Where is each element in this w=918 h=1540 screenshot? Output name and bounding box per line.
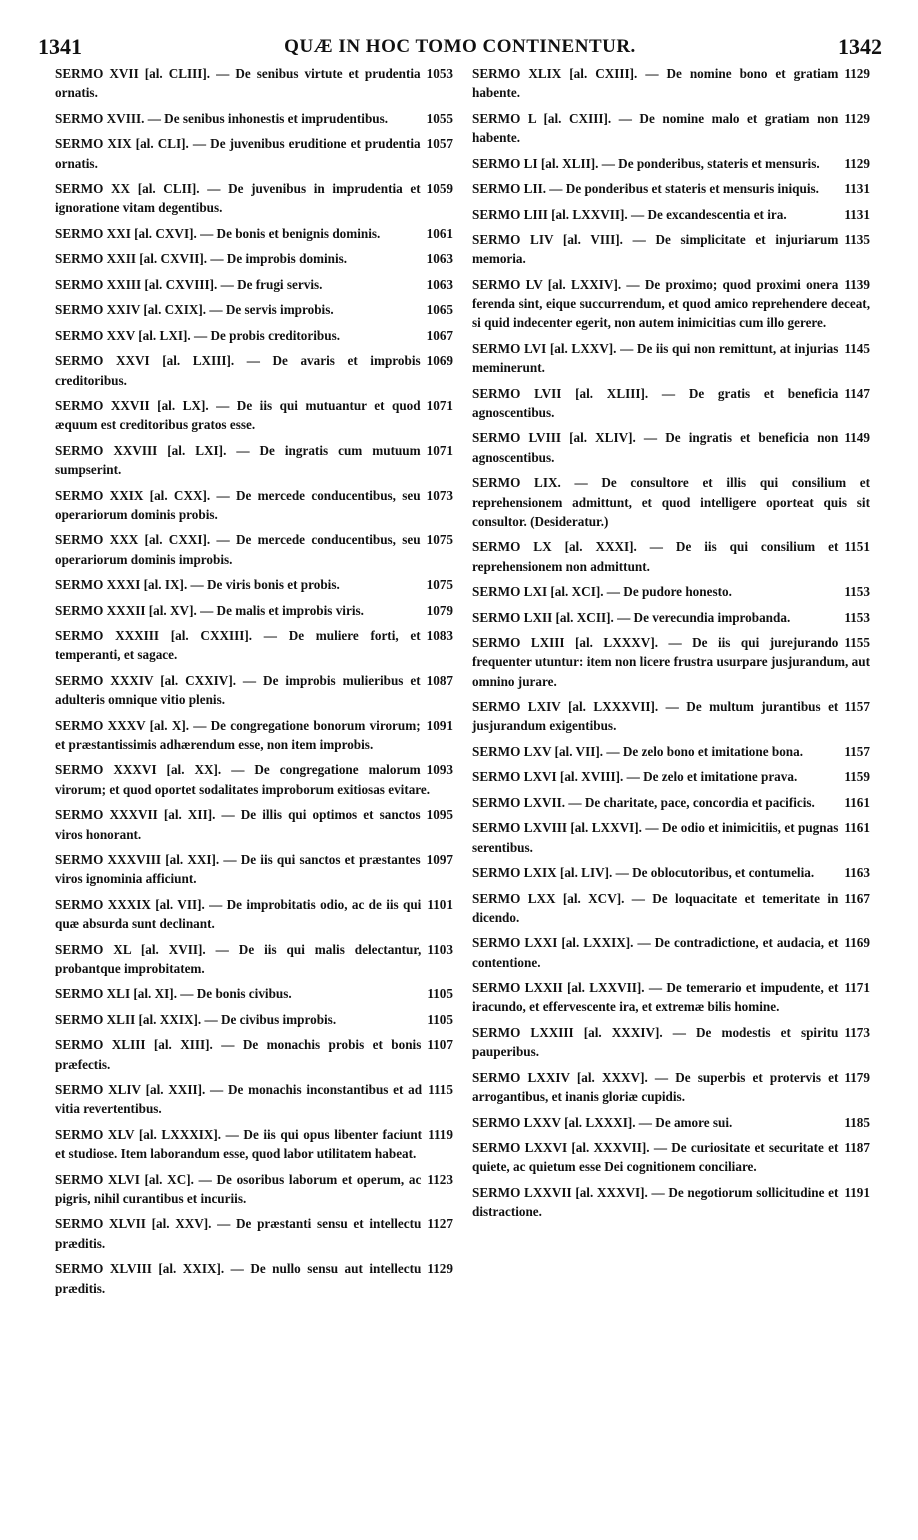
toc-entry-page: 1055	[426, 110, 453, 126]
toc-entry	[472, 154, 870, 173]
toc-entry-text: SERMO LXIV [al. LXXXVII]. — De multum jurantibus et jusjurandum exigentibus.	[472, 699, 839, 734]
toc-entry-text: SERMO XVII [al. CLIII]. — De senibus virtute et prudentia ornatis.	[55, 66, 421, 101]
toc-entry	[55, 134, 453, 173]
toc-entry-page: 1179	[844, 1069, 870, 1085]
toc-entry	[55, 441, 453, 480]
toc-entry-text: SERMO LXXI [al. LXXIX]. — De contradictione, et audacia, et contentione.	[472, 935, 839, 970]
toc-entry-page: 1067	[426, 327, 453, 343]
toc-entry-text: SERMO LVI [al. LXXV]. — De iis qui non remittunt, at injurias meminerunt.	[472, 340, 839, 376]
toc-entry	[472, 537, 870, 576]
toc-entry	[472, 818, 870, 857]
toc-entry-text: SERMO LXIII [al. LXXXV]. — De iis qui jurejurando frequenter utuntur: item non licere frustra usurpare jusjurandum, aut omnino jurare.	[472, 635, 870, 689]
toc-entry-text: SERMO XVIII. — De senibus inhonestis et imprudentibus.	[55, 110, 389, 126]
toc-entry	[472, 633, 870, 691]
toc-entry	[55, 601, 453, 620]
toc-entry-page: 1191	[844, 1184, 870, 1200]
toc-entry-page: 1063	[426, 251, 453, 267]
toc-entry-text: SERMO XXXI [al. IX]. — De viris bonis et probis.	[55, 577, 340, 593]
toc-entry-page: 1123	[427, 1171, 453, 1187]
toc-entry-page: 1101	[427, 896, 453, 912]
toc-entry	[472, 473, 870, 531]
toc-entry-page: 1173	[844, 1024, 870, 1040]
toc-entry	[472, 742, 870, 761]
toc-entry-page: 1131	[844, 181, 870, 197]
toc-entry-page: 1151	[844, 539, 870, 555]
toc-entry-text: SERMO XXII [al. CXVII]. — De improbis dominis.	[55, 251, 348, 267]
toc-entry	[55, 1170, 453, 1209]
toc-entry	[472, 767, 870, 786]
toc-entry-text: SERMO XXXII [al. XV]. — De malis et improbis viris.	[55, 602, 364, 618]
toc-entry	[472, 1113, 870, 1132]
toc-entry-page: 1135	[844, 232, 870, 248]
page-number-right: 1342	[838, 34, 882, 59]
toc-entry-page: 1087	[426, 672, 453, 688]
toc-entry-page: 1161	[844, 820, 870, 836]
toc-entry-page: 1131	[844, 206, 870, 222]
toc-entry	[472, 230, 870, 269]
toc-entry	[472, 863, 870, 882]
toc-entry-text: SERMO LII. — De ponderibus et stateris et mensuris iniquis.	[472, 181, 819, 197]
toc-entry-text: SERMO XXXIX [al. VII]. — De improbitatis odio, ac de iis qui quæ absurda sunt declinant.	[55, 896, 422, 932]
toc-entry-text: SERMO XLII [al. XXIX]. — De civibus improbis.	[55, 1011, 337, 1027]
toc-entry-text: SERMO XXIX [al. CXX]. — De mercede conducentibus, seu operariorum dominis probis.	[55, 487, 421, 522]
toc-entry-page: 1115	[428, 1082, 453, 1098]
toc-entry-text: SERMO XLI [al. XI]. — De bonis civibus.	[55, 986, 292, 1002]
left-column	[55, 64, 453, 1304]
right-column	[472, 64, 870, 1228]
toc-entry-text: SERMO XXXVIII [al. XXI]. — De iis qui sanctos et præstantes viros ignominia afficiunt.	[55, 852, 421, 887]
toc-entry-text: SERMO XLVIII [al. XXIX]. — De nullo sensu aut intellectu præditis.	[55, 1261, 422, 1296]
toc-entry-text: SERMO XXI [al. CXVI]. — De bonis et benignis dominis.	[55, 225, 381, 241]
toc-entry-text: SERMO LVII [al. XLIII]. — De gratis et beneficia agnoscentibus.	[472, 385, 839, 420]
toc-entry-text: SERMO LXXVI [al. XXXVII]. — De curiositate et securitate et quiete, ac quietum esse Dei cognitionem conciliare.	[472, 1140, 839, 1175]
toc-entry-page: 1093	[426, 762, 453, 778]
toc-entry-page: 1187	[844, 1140, 870, 1156]
toc-entry-page: 1153	[844, 609, 870, 625]
toc-entry-page: 1063	[426, 276, 453, 292]
toc-entry-page: 1155	[844, 635, 870, 651]
toc-entry-page: 1169	[844, 935, 870, 951]
toc-entry	[55, 940, 453, 979]
toc-entry-text: SERMO XXXVII [al. XII]. — De illis qui optimos et sanctos viros honorant.	[55, 807, 421, 842]
toc-entry-page: 1079	[426, 602, 453, 618]
toc-entry-page: 1075	[426, 532, 453, 548]
toc-entry-text: SERMO XXXV [al. X]. — De congregatione bonorum virorum; et præstantissimis adhærendum esse, non item improbis.	[55, 717, 421, 752]
toc-entry-page: 1129	[844, 110, 870, 126]
toc-entry-text: SERMO LIX. — De consultore et illis qui consilium et reprehensionem admittunt, et quod intelligere oporteat quis sit consultor. (Desideratur.)	[472, 475, 870, 529]
toc-entry	[472, 275, 870, 333]
toc-entry-text: SERMO LXXIV [al. XXXV]. — De superbis et protervis et arrogantibus, et inanis gloriæ cupidis.	[472, 1069, 839, 1105]
toc-entry	[55, 275, 453, 294]
toc-entry-page: 1105	[427, 986, 453, 1002]
toc-entry	[55, 760, 453, 799]
toc-entry	[472, 697, 870, 736]
toc-entry	[472, 339, 870, 378]
toc-entry	[55, 716, 453, 755]
toc-entry	[55, 179, 453, 218]
toc-entry	[55, 850, 453, 889]
toc-entry-text: SERMO XLVI [al. XC]. — De osoribus laborum et operum, ac pigris, nihil curantibus et incuriis.	[55, 1171, 422, 1206]
toc-entry-text: SERMO L [al. CXIII]. — De nomine malo et gratiam non habente.	[472, 110, 839, 146]
toc-entry-page: 1157	[844, 743, 870, 759]
toc-entry	[55, 249, 453, 268]
toc-entry-page: 1129	[844, 155, 870, 171]
toc-entry-text: SERMO LXII [al. XCII]. — De verecundia improbanda.	[472, 609, 791, 625]
toc-entry-page: 1103	[427, 941, 453, 957]
toc-entry	[55, 895, 453, 934]
toc-entry-text: SERMO LXVII. — De charitate, pace, concordia et pacificis.	[472, 794, 815, 810]
toc-entry-page: 1091	[426, 717, 453, 733]
toc-entry	[472, 582, 870, 601]
toc-entry-page: 1095	[426, 807, 453, 823]
toc-entry-page: 1105	[427, 1011, 453, 1027]
toc-entry-text: SERMO XXXVI [al. XX]. — De congregatione malorum virorum; et quod oportet sodalitates improborum exitiosas evitare.	[55, 762, 431, 797]
toc-entry-text: SERMO XXVII [al. LX]. — De iis qui mutuantur et quod æquum est creditoribus gratos esse.	[55, 398, 421, 433]
toc-entry-page: 1097	[426, 852, 453, 868]
toc-entry	[55, 1080, 453, 1119]
toc-entry-page: 1061	[426, 225, 453, 241]
toc-entry	[55, 326, 453, 345]
toc-entry	[472, 64, 870, 103]
toc-entry-page: 1159	[844, 769, 870, 785]
toc-entry	[472, 608, 870, 627]
toc-entry-page: 1163	[844, 865, 870, 881]
toc-entry	[55, 626, 453, 665]
toc-entry-text: SERMO XLIII [al. XIII]. — De monachis probis et bonis præfectis.	[55, 1037, 422, 1072]
toc-entry-page: 1053	[426, 66, 453, 81]
running-header	[38, 34, 882, 64]
toc-entry-page: 1157	[844, 699, 870, 715]
toc-entry	[472, 384, 870, 423]
toc-entry-text: SERMO LI [al. XLII]. — De ponderibus, stateris et mensuris.	[472, 155, 820, 171]
toc-entry-page: 1129	[844, 66, 870, 81]
toc-entry-text: SERMO XIX [al. CLI]. — De juvenibus eruditione et prudentia ornatis.	[55, 136, 421, 171]
toc-entry	[55, 396, 453, 435]
toc-entry	[55, 486, 453, 525]
toc-entry	[472, 1068, 870, 1107]
toc-entry-page: 1149	[844, 430, 870, 446]
toc-entry	[472, 1138, 870, 1177]
toc-entry	[472, 933, 870, 972]
toc-entry-text: SERMO LXVIII [al. LXXVI]. — De odio et inimicitiis, et pugnas serentibus.	[472, 820, 839, 855]
toc-entry	[55, 1035, 453, 1074]
toc-entry-text: SERMO XXX [al. CXXI]. — De mercede conducentibus, seu operariorum dominis improbis.	[55, 532, 421, 567]
toc-entry-page: 1127	[427, 1216, 453, 1232]
toc-entry-text: SERMO LXI [al. XCI]. — De pudore honesto.	[472, 584, 732, 600]
toc-entry	[55, 109, 453, 128]
toc-entry-page: 1161	[844, 794, 870, 810]
toc-entry	[55, 984, 453, 1003]
toc-entry-text: SERMO LVIII [al. XLIV]. — De ingratis et beneficia non agnoscentibus.	[472, 430, 839, 465]
toc-entry	[55, 64, 453, 103]
toc-entry	[472, 1183, 870, 1222]
toc-entry-text: SERMO LXXII [al. LXXVII]. — De temerario et impudente, et iracundo, et effervescente ira, et extremæ bilis homine.	[472, 980, 839, 1015]
toc-entry-text: SERMO XLIX [al. CXIII]. — De nomine bono et gratiam habente.	[472, 66, 839, 101]
toc-entry-text: SERMO LV [al. LXXIV]. — De proximo; quod proximi onera ferenda sint, eique succurrendum, et quod amico reprehendere deceat, si quid indecenter egerit, non autem inimicitias cum illo gerere.	[472, 276, 870, 331]
toc-entry-page: 1171	[844, 980, 870, 996]
toc-entry	[472, 1023, 870, 1062]
toc-entry-page: 1147	[844, 385, 870, 401]
toc-entry-page: 1071	[426, 442, 453, 458]
toc-entry-text: SERMO LXIX [al. LIV]. — De oblocutoribus, et contumelia.	[472, 865, 815, 881]
toc-entry	[55, 1010, 453, 1029]
toc-entry	[55, 530, 453, 569]
toc-entry	[55, 1259, 453, 1298]
toc-entry-page: 1119	[428, 1126, 453, 1142]
toc-entry-text: SERMO XXXIII [al. CXXIII]. — De muliere forti, et temperanti, et sagace.	[55, 628, 421, 663]
toc-entry	[472, 889, 870, 928]
toc-entry-page: 1145	[844, 340, 870, 356]
toc-entry-page: 1057	[426, 136, 453, 152]
toc-entry	[55, 671, 453, 710]
toc-entry	[472, 179, 870, 198]
toc-entry-text: SERMO LXVI [al. XVIII]. — De zelo et imitatione prava.	[472, 769, 798, 785]
toc-entry-text: SERMO LIII [al. LXXVII]. — De excandescentia et ira.	[472, 206, 787, 222]
toc-entry	[472, 109, 870, 148]
toc-entry-text: SERMO LXXVII [al. XXXVI]. — De negotiorum sollicitudine et distractione.	[472, 1184, 839, 1220]
toc-entry-page: 1059	[426, 181, 453, 197]
toc-entry-text: SERMO LXX [al. XCV]. — De loquacitate et temeritate in dicendo.	[472, 890, 839, 925]
toc-entry-text: SERMO XXIII [al. CXVIII]. — De frugi servis.	[55, 276, 323, 292]
toc-entry-text: SERMO XXXIV [al. CXXIV]. — De improbis mulieribus et adulteris omnique vitio plenis.	[55, 672, 421, 708]
toc-entry	[55, 351, 453, 390]
toc-entry-page: 1107	[427, 1037, 453, 1053]
toc-entry-text: SERMO LXXIII [al. XXXIV]. — De modestis et spiritu pauperibus.	[472, 1024, 839, 1060]
toc-entry-page: 1065	[426, 302, 453, 318]
toc-entry	[55, 300, 453, 319]
toc-entry-page: 1069	[426, 353, 453, 369]
toc-entry-text: SERMO XLV [al. LXXXIX]. — De iis qui opus libenter faciunt et studiose. Item laborandum esse, quod labor utilitatem habeat.	[55, 1126, 423, 1162]
toc-entry-text: SERMO XX [al. CLII]. — De juvenibus in imprudentia et ignoratione vitam degentibus.	[55, 181, 421, 216]
toc-entry-page: 1083	[426, 628, 453, 644]
toc-entry-page: 1139	[844, 276, 870, 292]
toc-entry-text: SERMO LXV [al. VII]. — De zelo bono et imitatione bona.	[472, 743, 804, 759]
toc-entry-page: 1153	[844, 584, 870, 600]
toc-entry	[55, 805, 453, 844]
toc-entry-text: SERMO XLVII [al. XXV]. — De præstanti sensu et intellectu præditis.	[55, 1216, 422, 1251]
toc-entry	[472, 978, 870, 1017]
toc-entry	[55, 575, 453, 594]
toc-entry-text: SERMO XLIV [al. XXII]. — De monachis inconstantibus et ad vitia revertentibus.	[55, 1082, 423, 1117]
toc-entry-text: SERMO XXIV [al. CXIX]. — De servis improbis.	[55, 302, 334, 318]
toc-entry	[472, 205, 870, 224]
toc-entry	[55, 1125, 453, 1164]
toc-entry-text: SERMO XXVIII [al. LXI]. — De ingratis cum mutuum sumpserint.	[55, 442, 421, 478]
toc-entry-text: SERMO XXV [al. LXI]. — De probis creditoribus.	[55, 327, 341, 343]
toc-entry-text: SERMO XL [al. XVII]. — De iis qui malis delectantur, probantque improbitatem.	[55, 941, 422, 976]
page-title: QUÆ IN HOC TOMO CONTINENTUR.	[284, 36, 636, 57]
toc-entry-page: 1185	[844, 1114, 870, 1130]
toc-entry-page: 1129	[427, 1261, 453, 1277]
toc-entry-text: SERMO LX [al. XXXI]. — De iis qui consilium et reprehensionem non admittunt.	[472, 539, 839, 574]
toc-entry-page: 1075	[426, 577, 453, 593]
toc-entry-text: SERMO LXXV [al. LXXXI]. — De amore sui.	[472, 1114, 733, 1130]
toc-entry	[472, 793, 870, 812]
toc-entry-page: 1167	[844, 890, 870, 906]
toc-entry-page: 1073	[426, 487, 453, 503]
toc-entry	[55, 224, 453, 243]
toc-entry-text: SERMO XXVI [al. LXIII]. — De avaris et improbis creditoribus.	[55, 353, 421, 388]
toc-entry	[55, 1214, 453, 1253]
toc-entry-text: SERMO LIV [al. VIII]. — De simplicitate et injuriarum memoria.	[472, 232, 839, 267]
page-number-left: 1341	[38, 34, 82, 59]
toc-entry-page: 1071	[426, 398, 453, 414]
toc-entry	[472, 428, 870, 467]
